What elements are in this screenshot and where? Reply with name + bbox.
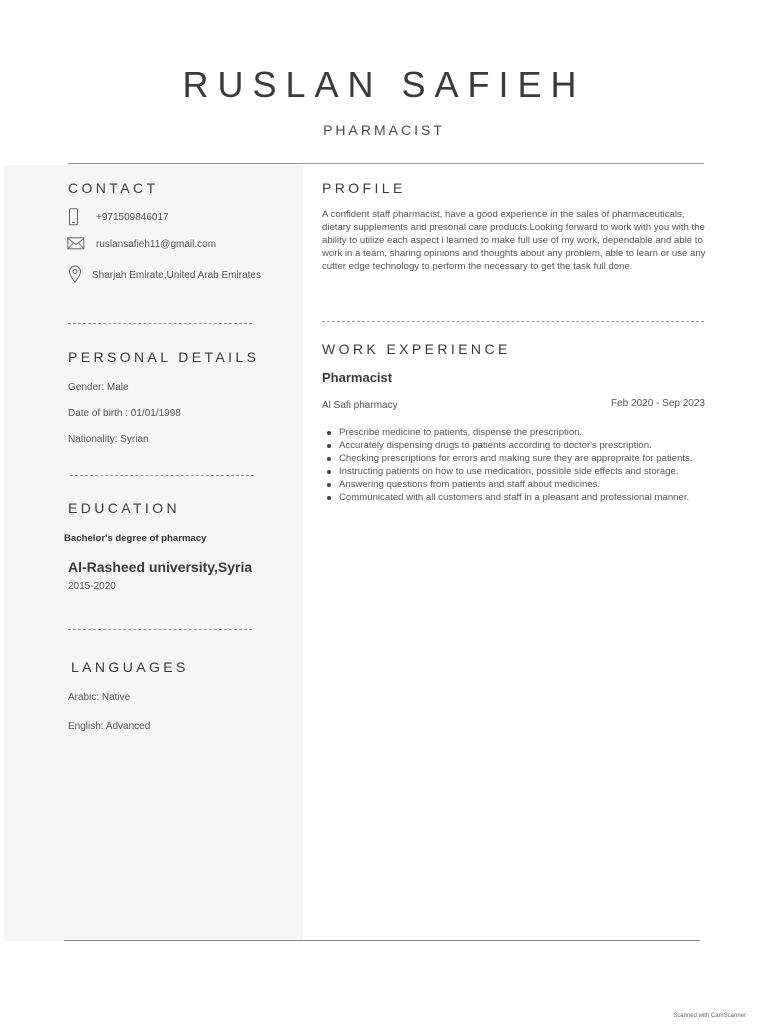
resume-name: RUSLAN SAFIEH	[182, 64, 586, 105]
job-title: Pharmacist	[322, 370, 393, 385]
section-divider	[68, 629, 252, 630]
section-divider	[70, 475, 254, 476]
contact-location: Sharjah Emirate,United Arab Emirates	[92, 270, 261, 281]
section-divider	[68, 323, 252, 324]
education-years: 2015-2020	[68, 581, 116, 592]
education-heading: EDUCATION	[68, 500, 181, 516]
contact-heading: CONTACT	[68, 180, 159, 196]
list-item: Accurately dispensing drugs to patients according to doctor's prescription.	[322, 439, 706, 452]
personal-details-heading: PERSONAL DETAILS	[68, 349, 260, 365]
profile-heading: PROFILE	[322, 180, 406, 196]
footer-divider	[64, 940, 700, 941]
list-item: Checking prescriptions for errors and making sure they are appropraite for patients.	[322, 452, 706, 465]
profile-text: A confident staff pharmacist, have a good experience in the sales of pharmaceuticals, dietary supplements and presonal care products.Looking forward to work with you with the ability to utilize each aspect i learned to make full use of my work, dependable and able to work in a team, sharing opinions and thoughts about any problem, able to learn or use any cutter edge technology to perform the necessary to get the task full done.	[322, 209, 706, 272]
list-item: Answering questions from patients and staff about medicines.	[322, 478, 706, 491]
list-item: Prescribe medicine to patients, dispense the prescription.	[322, 426, 706, 439]
education-university: Al-Rasheed university,Syria	[68, 559, 253, 575]
location-pin-icon	[68, 265, 82, 288]
contact-email: ruslansafieh11@gmail.com	[96, 239, 217, 250]
header-divider	[68, 163, 704, 164]
language-item: Arabic: Native	[68, 692, 131, 703]
contact-phone: +971509846017	[96, 212, 169, 223]
language-item: English: Advanced	[68, 721, 151, 732]
personal-dob: Date of birth : 01/01/1998	[68, 408, 181, 419]
languages-heading: LANGUAGES	[71, 659, 189, 675]
phone-icon	[68, 208, 80, 231]
job-duties-list	[322, 426, 706, 504]
personal-nationality: Nationality: Syrian	[68, 434, 149, 445]
resume-role: PHARMACIST	[323, 122, 445, 138]
work-experience-heading: WORK EXPERIENCE	[322, 341, 511, 357]
sidebar-background	[4, 165, 303, 941]
job-company: Al Safi pharmacy	[322, 400, 398, 411]
section-divider	[322, 321, 704, 322]
mail-icon	[67, 237, 85, 255]
list-item: Instructing patients on how to use medication, possible side effects and storage.	[322, 465, 706, 478]
education-degree: Bachelor's degree of pharmacy	[64, 533, 207, 544]
personal-gender: Gender: Male	[68, 382, 129, 393]
list-item: Communicated with all customers and staff in a pleasant and professional manner.	[322, 491, 706, 504]
scanner-watermark: Scanned with CamScanner	[673, 1013, 746, 1019]
job-dates: Feb 2020 - Sep 2023	[611, 398, 705, 409]
